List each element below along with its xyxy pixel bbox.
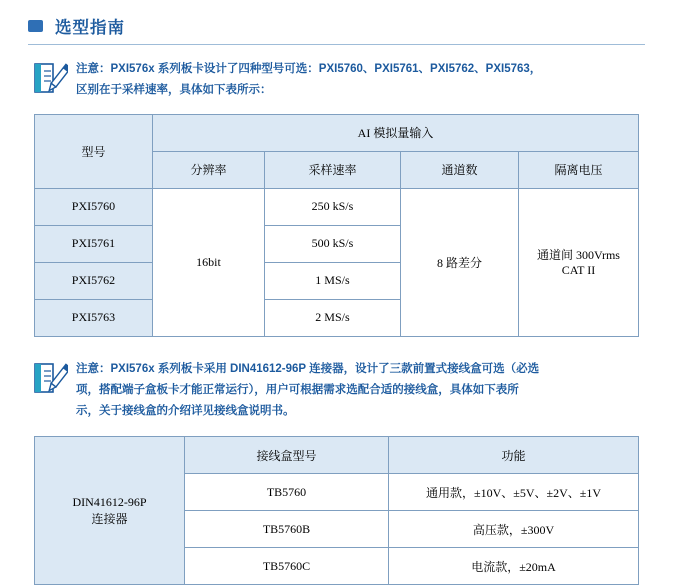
blue-square-marker-icon — [28, 20, 43, 32]
cell-function: 电流款，±20mA — [389, 548, 639, 585]
cell-connector — [35, 437, 185, 585]
cell-terminal-box-model: TB5760C — [185, 548, 389, 585]
cell-model: PXI5763 — [34, 299, 152, 336]
isolation-line-2: CAT II — [561, 263, 596, 278]
terminal-box-table — [34, 436, 639, 585]
col-header-isolation-voltage: 隔离电压 — [518, 151, 638, 188]
note-2-line-3: 示，关于接线盒的介绍详见接线盒说明书。 — [76, 405, 295, 418]
cell-function: 高压款，±300V — [389, 511, 639, 548]
note-text-1 — [76, 59, 541, 102]
note-2-line-1: 注意：PXI576x 系列板卡采用 DIN41612-96P 连接器，设计了三款前置式接线盒可选（必选 — [76, 362, 540, 375]
cell-resolution: 16bit — [152, 188, 264, 336]
connector-line-2: 连接器 — [91, 511, 128, 526]
note-text-2 — [76, 359, 539, 423]
isolation-line-1: 通道间 300Vrms — [537, 248, 620, 263]
col-header-resolution: 分辨率 — [152, 151, 264, 188]
page-title: 选型指南 — [55, 19, 125, 37]
note-pencil-icon — [34, 61, 68, 97]
col-header-terminal-box-model: 接线盒型号 — [185, 437, 389, 474]
connector-line-1: DIN41612-96P — [72, 494, 147, 509]
cell-terminal-box-model: TB5760B — [185, 511, 389, 548]
group-header-ai-analog-input: AI 模拟量输入 — [152, 114, 638, 151]
col-header-sample-rate: 采样速率 — [264, 151, 400, 188]
page-header — [0, 0, 673, 38]
col-header-channels: 通道数 — [400, 151, 518, 188]
cell-model: PXI5762 — [34, 262, 152, 299]
note-block-1 — [34, 59, 643, 102]
header-divider — [28, 44, 645, 45]
cell-sample-rate: 2 MS/s — [264, 299, 400, 336]
cell-isolation-voltage — [518, 188, 638, 336]
col-header-model: 型号 — [34, 114, 152, 188]
cell-sample-rate: 500 kS/s — [264, 225, 400, 262]
model-selection-table — [34, 114, 639, 337]
note-1-line-1: 注意：PXI576x 系列板卡设计了四种型号可选：PXI5760、PXI5761、PXI5762、PXI5763， — [76, 63, 542, 75]
cell-sample-rate: 250 kS/s — [264, 188, 400, 225]
table-row — [34, 114, 638, 151]
note-1-line-2: 区别在于采样速率，具体如下表所示： — [76, 84, 272, 97]
cell-model: PXI5760 — [34, 188, 152, 225]
note-block-2 — [34, 359, 643, 423]
col-header-function: 功能 — [389, 437, 639, 474]
cell-terminal-box-model: TB5760 — [185, 474, 389, 511]
cell-sample-rate: 1 MS/s — [264, 262, 400, 299]
note-2-line-2: 项，搭配端子盒板卡才能正常运行），用户可根据需求选配合适的接线盒，具体如下表所 — [76, 383, 519, 396]
cell-channels: 8 路差分 — [400, 188, 518, 336]
table-row — [35, 437, 639, 474]
cell-function: 通用款，±10V、±5V、±2V、±1V — [389, 474, 639, 511]
table-row — [34, 188, 638, 225]
cell-model: PXI5761 — [34, 225, 152, 262]
note-pencil-icon — [34, 361, 68, 397]
